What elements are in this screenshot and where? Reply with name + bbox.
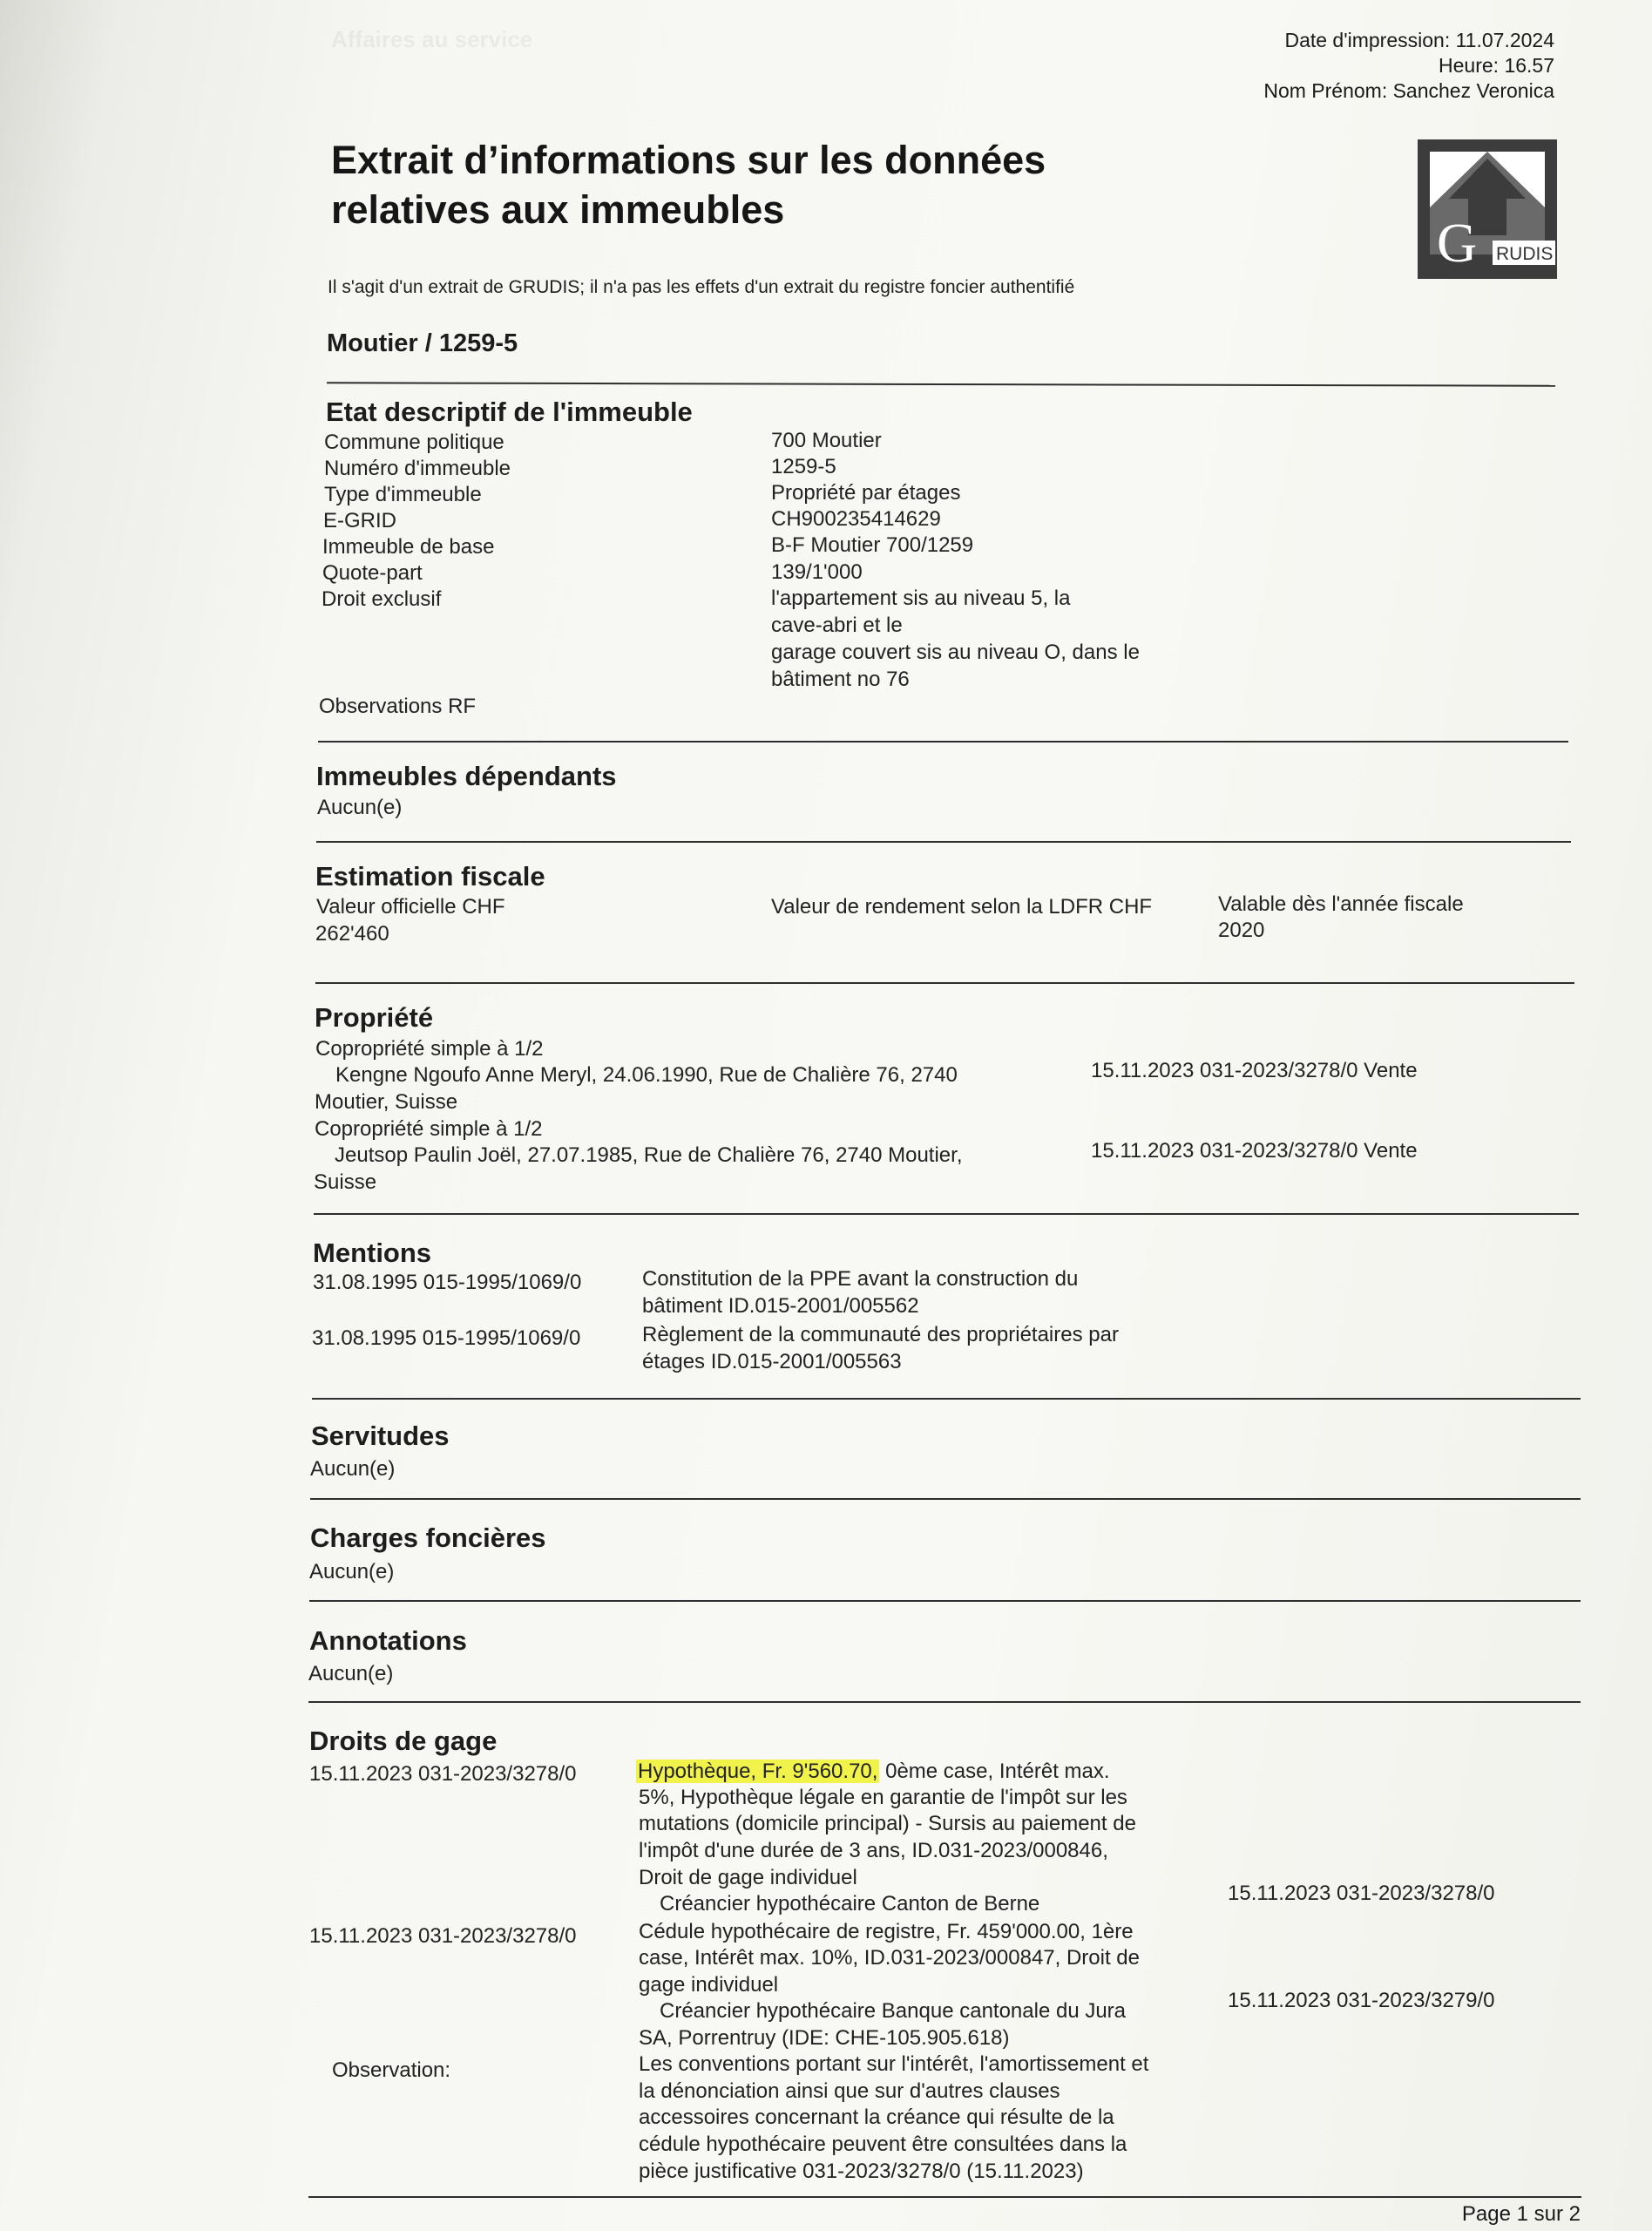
- gage-2-line2: case, Intérêt max. 10%, ID.031-2023/000847, Droit de: [639, 1946, 1141, 1970]
- page-number: Page 1 sur 2: [1461, 2202, 1581, 2226]
- observation-line3: accessoires concernant la créance qui résulte de la: [639, 2106, 1114, 2129]
- gage-2-line3: gage individuel: [639, 1973, 779, 1997]
- gage-1-line3: mutations (domicile principal) - Sursis au paiement de: [639, 1812, 1136, 1835]
- print-time: Heure: 16.57: [1439, 54, 1554, 77]
- divider: [314, 1213, 1579, 1215]
- divider: [315, 982, 1574, 984]
- label-numero: Numéro d'immeuble: [324, 457, 511, 480]
- parcel-id: Moutier / 1259-5: [327, 329, 518, 357]
- mention-2-line1: Règlement de la communauté des propriétaires par: [642, 1323, 1119, 1346]
- document-title: Extrait d’informations sur les données relatives aux immeubles: [331, 138, 1046, 232]
- owner-1-ref: 15.11.2023 031-2023/3278/0 Vente: [1091, 1059, 1418, 1082]
- valeur-rendement-label: Valeur de rendement selon la LDFR CHF: [771, 895, 1153, 919]
- label-droit-exclusif: Droit exclusif: [322, 587, 442, 611]
- observation-label: Observation:: [332, 2058, 451, 2082]
- section-annotations: Annotations: [309, 1625, 467, 1656]
- gage-2-creditor-line1: Créancier hypothécaire Banque cantonale du Jura: [660, 1999, 1127, 2023]
- gage-1-line5: Droit de gage individuel: [639, 1866, 857, 1889]
- section-droits-de-gage: Droits de gage: [309, 1726, 498, 1756]
- svg-text:RUDIS: RUDIS: [1496, 244, 1554, 264]
- section-estimation-fiscale: Estimation fiscale: [315, 861, 545, 892]
- gage-1-ref: 15.11.2023 031-2023/3278/0: [309, 1762, 577, 1786]
- value-droit-exclusif-3: garage couvert sis au niveau O, dans le: [771, 641, 1140, 664]
- print-info: [1263, 28, 1554, 104]
- mention-2-line2: étages ID.015-2001/005563: [642, 1350, 902, 1373]
- servitudes-value: Aucun(e): [310, 1457, 396, 1481]
- mention-1-ref: 31.08.1995 015-1995/1069/0: [313, 1271, 582, 1294]
- gage-2-ref: 15.11.2023 031-2023/3278/0: [309, 1924, 577, 1948]
- owner-2-ref: 15.11.2023 031-2023/3278/0 Vente: [1091, 1139, 1418, 1163]
- value-egrid: CH900235414629: [771, 507, 941, 531]
- svg-text:G: G: [1437, 212, 1478, 274]
- owner-1-line1: Kengne Ngoufo Anne Meryl, 24.06.1990, Rue de Chalière 76, 2740: [335, 1063, 958, 1087]
- gage-2-line1: Cédule hypothécaire de registre, Fr. 459'000.00, 1ère: [639, 1920, 1134, 1943]
- label-egrid: E-GRID: [323, 509, 396, 532]
- value-numero: 1259-5: [771, 455, 836, 478]
- owner-2-line2: Suisse: [314, 1170, 377, 1194]
- observation-line5: pièce justificative 031-2023/3278/0 (15.11.2023): [639, 2160, 1084, 2183]
- value-quote-part: 139/1'000: [771, 560, 863, 584]
- label-observations-rf: Observations RF: [319, 695, 477, 718]
- annotations-value: Aucun(e): [308, 1662, 394, 1685]
- grudis-logo-icon: [1418, 139, 1557, 279]
- observation-line2: la dénonciation ainsi que sur d'autres clauses: [639, 2079, 1060, 2103]
- divider: [327, 382, 1555, 386]
- valable-value: 2020: [1218, 919, 1265, 942]
- value-droit-exclusif-4: bâtiment no 76: [771, 668, 910, 691]
- charges-value: Aucun(e): [309, 1560, 395, 1583]
- divider: [310, 1498, 1581, 1500]
- gage-1-creditor: Créancier hypothécaire Canton de Berne: [660, 1892, 1040, 1916]
- highlighted-amount: Hypothèque, Fr. 9'560.70,: [638, 1760, 878, 1783]
- label-type: Type d'immeuble: [324, 483, 482, 506]
- section-charges-foncieres: Charges foncières: [310, 1522, 546, 1553]
- label-commune: Commune politique: [324, 431, 504, 454]
- section-immeubles-dependants: Immeubles dépendants: [316, 761, 617, 791]
- print-date: Date d'impression: 11.07.2024: [1284, 29, 1554, 51]
- section-mentions: Mentions: [313, 1238, 432, 1268]
- value-droit-exclusif: l'appartement sis au niveau 5, la: [771, 587, 1071, 610]
- gage-2-creditor-line2: SA, Porrentruy (IDE: CHE-105.905.618): [639, 2026, 1010, 2050]
- label-immeuble-base: Immeuble de base: [322, 535, 495, 559]
- gage-1-line2: 5%, Hypothèque légale en garantie de l'impôt sur les: [639, 1786, 1127, 1809]
- printed-by: Nom Prénom: Sanchez Veronica: [1263, 79, 1554, 102]
- gage-1-creditor-ref: 15.11.2023 031-2023/3278/0: [1228, 1882, 1495, 1905]
- valeur-officielle-value: 262'460: [315, 922, 389, 946]
- mention-1-line2: bâtiment ID.015-2001/005562: [642, 1294, 919, 1318]
- divider: [308, 2196, 1581, 2198]
- observation-line4: cédule hypothécaire peuvent être consultées dans la: [639, 2133, 1127, 2156]
- value-immeuble-base: B-F Moutier 700/1259: [771, 533, 974, 557]
- divider: [308, 1701, 1581, 1703]
- bleed-through-text: Affaires au service: [331, 26, 533, 52]
- owner-2-line1: Jeutsop Paulin Joël, 27.07.1985, Rue de Chalière 76, 2740 Moutier,: [335, 1143, 963, 1167]
- gage-2-creditor-ref: 15.11.2023 031-2023/3279/0: [1228, 1989, 1495, 2012]
- divider: [316, 841, 1571, 843]
- owner-1-line2: Moutier, Suisse: [315, 1090, 458, 1114]
- label-quote-part: Quote-part: [322, 561, 423, 585]
- valeur-officielle-label: Valeur officielle CHF: [316, 895, 505, 919]
- mention-2-ref: 31.08.1995 015-1995/1069/0: [312, 1326, 581, 1350]
- value-type: Propriété par étages: [771, 481, 961, 505]
- section-etat-descriptif: Etat descriptif de l'immeuble: [326, 397, 693, 427]
- gage-1-line1: Hypothèque, Fr. 9'560.70, 0ème case, Intérêt max.: [638, 1760, 1110, 1783]
- owner-1-type: Copropriété simple à 1/2: [315, 1037, 544, 1061]
- divider: [309, 1600, 1581, 1602]
- owner-2-type: Copropriété simple à 1/2: [315, 1117, 543, 1141]
- mention-1-line1: Constitution de la PPE avant la construction du: [642, 1267, 1079, 1291]
- section-servitudes: Servitudes: [311, 1421, 450, 1451]
- dependants-value: Aucun(e): [317, 796, 403, 819]
- divider: [312, 1398, 1581, 1400]
- observation-line1: Les conventions portant sur l'intérêt, l'amortissement et: [639, 2052, 1149, 2076]
- value-droit-exclusif-2: cave-abri et le: [771, 614, 903, 637]
- section-propriete: Propriété: [315, 1002, 434, 1033]
- grudis-logo: [1418, 139, 1557, 279]
- divider: [318, 741, 1568, 743]
- valable-label: Valable dès l'année fiscale: [1218, 892, 1464, 916]
- value-commune: 700 Moutier: [771, 429, 882, 452]
- gage-1-line4: l'impôt d'une durée de 3 ans, ID.031-2023/000846,: [639, 1839, 1108, 1862]
- disclaimer: Il s'agit d'un extrait de GRUDIS; il n'a pas les effets d'un extrait du registre foncier authentifié: [328, 277, 1075, 297]
